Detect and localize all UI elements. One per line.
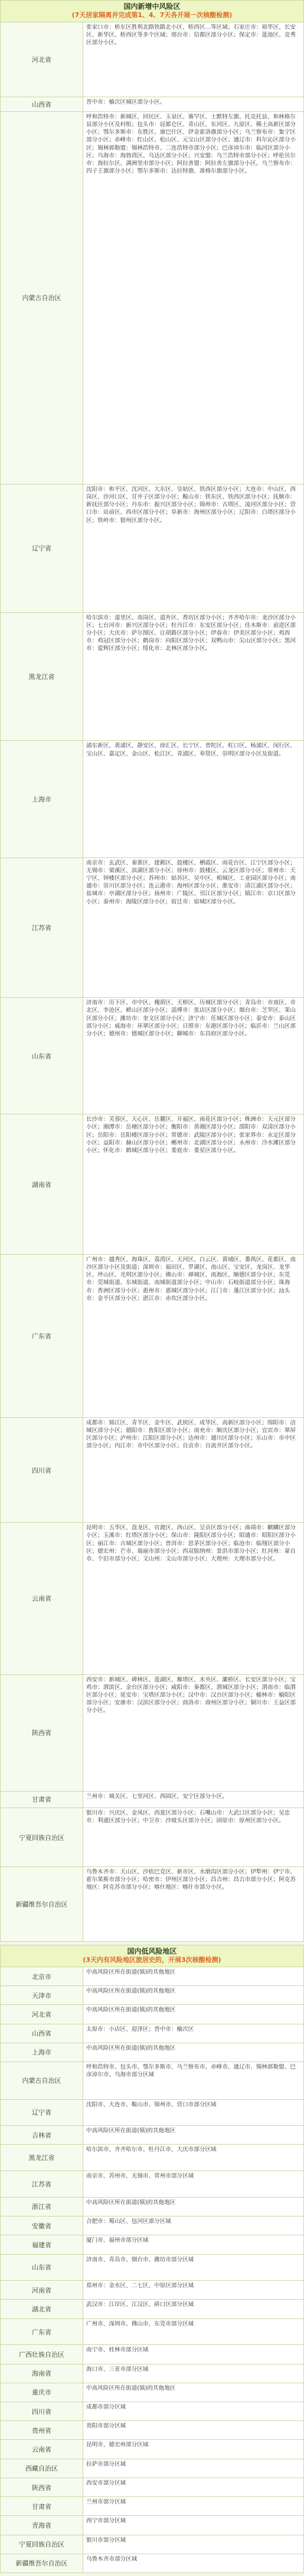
risk-area-list: 海口市、三亚市部分区域 (83, 2364, 303, 2383)
risk-area-list: 呼和浩特市：新城区、回民区、玉泉区、赛罕区、土默特左旗、托克托县、和林格尔县部分小区及村组；包头市：昆都仑区、青山区、东河区、九原区、稀土高新区部分小区；鄂尔多斯市：东胜区、康巴什区、伊金霍洛旗部分小区；乌兰察布市：集宁区部分小区；赤峰市：红山区、松山区、元宝山区部分小区；通辽市：科尔沁区部分小区；锡林郭勒盟：锡林浩特市、二连浩特市部分小区；巴彦淖尔市：临河区部分小区；乌海市：海勃湾区、乌达区部分小区；兴安盟：乌兰浩特市部分小区；呼伦贝尔市：海拉尔区、满洲里市部分小区；阿拉善盟：阿拉善左旗部分小区。乌兰察布市：四子王旗部分小区；鄂尔多斯市：达拉特旗、准格尔旗部分小区。 (83, 112, 303, 484)
risk-area-list: 昆明市、德宏州部分区域 (83, 2440, 303, 2458)
province-name: 青海省 (1, 2516, 83, 2534)
province-name: 陕西省 (1, 1675, 83, 1791)
province-name: 甘肃省 (1, 1792, 83, 1808)
risk-area-list: 南京市：玄武区、秦淮区、建邺区、鼓楼区、栖霞区、雨花台区、江宁区部分小区；无锡市：梁溪区、滨湖区部分小区；徐州市：鼓楼区、云龙区部分小区；常州市：天宁区、钟楼区部分小区；苏州市：姑苏区、吴中区、相城区、工业园区部分小区；南通市：崇川区部分小区；连云港市：海州区部分小区；淮安市：清江浦区部分小区；盐城市：亭湖区部分小区；扬州市：广陵区、邗江区部分小区；镇江市：京口区部分小区；泰州市：海陵区部分小区；宿迁市：宿城区部分小区。 (83, 858, 303, 998)
risk-area-list: 兰州市：城关区、七里河区、西固区、安宁区部分小区。 (83, 1792, 303, 1808)
table-row (0, 2126, 304, 2145)
province-name: 贵州省 (1, 2421, 83, 2439)
risk-area-list: 乌鲁木齐市部分区域 (83, 2554, 303, 2572)
risk-area-list: 济南市、青岛市、烟台市、潍坊市部分区域 (83, 2255, 303, 2281)
risk-area-list: 拉萨市部分区域 (83, 2459, 303, 2478)
risk-area-list: 昆明市：五华区、盘龙区、官渡区、西山区、呈贡区部分小区；曲靖市：麒麟区部分小区；玉溪市：红塔区部分小区；保山市：隆阳区部分小区；昭通市：昭阳区部分小区；丽江市：古城区部分小区；普洱市：思茅区部分小区；临沧市：临翔区部分小区；德宏州：芒市、瑞丽市部分小区；西双版纳州：景洪市部分小区；红河州：蒙自市、个旧市部分小区；文山州：文山市部分小区；大理州：大理市部分小区。 (83, 1523, 303, 1674)
table-row (0, 2319, 304, 2346)
risk-area-list: 郑州市：金水区、二七区、中原区部分区域 (83, 2281, 303, 2299)
province-name: 广东省 (1, 2319, 83, 2345)
province-name: 福建省 (1, 2235, 83, 2254)
table-row (0, 2100, 304, 2126)
risk-area-list: 晋中市：榆次区城区部分小区。 (83, 97, 303, 111)
risk-area-list: 银川市：兴庆区、金凤区、西夏区部分小区；石嘴山市：大武口区部分小区；吴忠市：利通区部分小区；中卫市：沙坡头区部分小区；固原市：原州区部分小区。 (83, 1808, 303, 1866)
low-risk-subtitle: (3天内有风险地区旅居史的，开展3次核酸检测) (83, 1956, 221, 1964)
risk-area-list: 中高风险区所在街道(镇)的其他地区 (83, 1967, 303, 1985)
province-name: 山东省 (1, 998, 83, 1114)
risk-area-list: 西安市：新城区、碑林区、莲湖区、雁塔区、未央区、灞桥区、长安区部分小区；宝鸡市：渭滨区、金台区部分小区；咸阳市：秦都区、渭城区部分小区；渭南市：临渭区部分小区；延安市：宝塔区部分小区；汉中市：汉台区部分小区；榆林市：榆阳区部分小区；安康市：汉滨区部分小区；商洛市：商州区部分小区；铜川市：王益区部分小区。 (83, 1675, 303, 1791)
province-name: 浙江省 (1, 2198, 83, 2216)
table-row (0, 1418, 304, 1523)
risk-area-list: 张家口市：桥东区胜利北路铁路北小区、桥西区…等区域；石家庄市：裕华区、长安区、新华区、桥西区等多个区域；邢台市：信都区部分小区；保定市：莲池区、竞秀区部分小区。 (83, 22, 303, 97)
province-name: 山东省 (1, 2255, 83, 2281)
risk-area-list: 乌鲁木齐市：天山区、沙依巴克区、新市区、水磨沟区部分小区；伊犁州：伊宁市、霍尔果斯市部分小区；哈密市：伊州区部分小区；昌吉州：昌吉市部分小区；阿克苏地区：阿克苏市部分小区；喀什地区：喀什市部分小区。 (83, 1867, 303, 1941)
table-row (0, 741, 304, 857)
table-row (0, 2383, 304, 2402)
risk-area-list: 沈阳市：和平区、沈河区、大东区、皇姑区、铁西区部分小区；大连市：中山区、西岗区、沙河口区、甘井子区部分小区；鞍山市：铁东区、铁西区部分小区；抚顺市：新抚区部分小区；丹东市：振兴区部分小区；锦州市：古塔区、凌河区部分小区；营口市：站前区、西市区部分小区；阜新市：海州区部分小区；辽阳市：白塔区部分小区；铁岭市：银州区部分小区。 (83, 484, 303, 612)
table-row (0, 1967, 304, 1986)
risk-area-list: 中高风险区所在街道(镇)的其他地区 (83, 2005, 303, 2023)
province-name: 辽宁省 (1, 2100, 83, 2126)
table-row (0, 2198, 304, 2217)
province-name: 海南省 (1, 2364, 83, 2383)
table-row (0, 1114, 304, 1255)
table-row (0, 2402, 304, 2421)
province-name: 江苏省 (1, 858, 83, 998)
province-name: 宁夏回族自治区 (1, 1808, 83, 1866)
province-name: 内蒙古自治区 (1, 112, 83, 484)
province-name: 新疆维吾尔自治区 (1, 1867, 83, 1941)
medium-risk-header (0, 0, 304, 22)
province-name: 黑龙江省 (1, 2145, 83, 2171)
table-row (0, 2497, 304, 2516)
risk-area-list: 呼和浩特市、包头市、鄂尔多斯市、乌兰察布市、赤峰市、通辽市、锡林郭勒盟、巴彦淖尔市、乌海市部分区域 (83, 2062, 303, 2099)
province-name: 上海市 (1, 741, 83, 857)
table-row (0, 2145, 304, 2171)
table-row (0, 112, 304, 484)
table-row (0, 2024, 304, 2043)
province-name: 湖北省 (1, 2300, 83, 2318)
table-row (0, 998, 304, 1114)
table-row (0, 2300, 304, 2318)
province-name: 吉林省 (1, 2126, 83, 2144)
risk-area-list: 中高风险区所在街道(镇)的其他地区 (83, 2126, 303, 2144)
table-row (0, 2535, 304, 2554)
table-row (0, 2217, 304, 2235)
table-row (0, 1792, 304, 1809)
medium-risk-title: 国内新增中风险区 (123, 2, 181, 11)
table-row (0, 2478, 304, 2497)
province-name: 安徽省 (1, 2217, 83, 2235)
table-row (0, 1986, 304, 2005)
low-risk-header (0, 1945, 304, 1967)
table-row (0, 2043, 304, 2062)
table-row (0, 2554, 304, 2573)
province-name: 宁夏回族自治区 (1, 2535, 83, 2554)
province-name: 上海市 (1, 2043, 83, 2062)
table-row (0, 1523, 304, 1674)
province-name: 重庆市 (1, 2383, 83, 2402)
table-row (0, 858, 304, 998)
province-name: 西藏自治区 (1, 2459, 83, 2478)
table-row (0, 1867, 304, 1942)
medium-risk-table (0, 22, 304, 1942)
province-name: 江苏省 (1, 2171, 83, 2197)
province-name: 内蒙古自治区 (1, 2062, 83, 2099)
province-name: 四川省 (1, 1418, 83, 1522)
table-row (0, 2062, 304, 2099)
risk-area-list: 武汉市：江岸区、江汉区、硚口区部分区域 (83, 2300, 303, 2318)
risk-area-list: 浦东新区、黄浦区、静安区、徐汇区、长宁区、普陀区、虹口区、杨浦区、闵行区、宝山区、嘉定区、金山区、松江区、青浦区、奉贤区、崇明区部分小区及街道。 (83, 741, 303, 857)
province-name: 湖南省 (1, 1114, 83, 1254)
risk-area-list: 成都市：锦江区、青羊区、金牛区、武侯区、成华区、高新区部分小区；绵阳市：涪城区部分小区；德阳市：旌阳区部分小区；南充市：顺庆区部分小区；宜宾市：翠屏区部分小区；泸州市：江阳区部分小区；达州市：通川区部分小区；乐山市：市中区部分小区；内江市：市中区部分小区；自贡市：自流井区部分小区。 (83, 1418, 303, 1522)
risk-area-list: 兰州市部分区域 (83, 2497, 303, 2515)
table-row (0, 1675, 304, 1792)
table-row (0, 484, 304, 613)
risk-area-list: 广州市：越秀区、海珠区、荔湾区、天河区、白云区、黄埔区、番禺区、花都区、南沙区部分小区及街道；深圳市：福田区、罗湖区、南山区、宝安区、龙岗区、龙华区、坪山区、光明区部分小区；佛山市：禅城区、南海区、顺德区部分小区；东莞市：莞城街道、东城街道、南城街道部分小区；中山市：石岐街道部分小区；珠海市：香洲区部分小区；惠州市：惠城区部分小区；江门市：蓬江区部分小区；汕头市：金平区部分小区；湛江市：赤坎区部分小区。 (83, 1255, 303, 1417)
risk-area-list: 南京市、苏州市、无锡市、常州市部分区域 (83, 2171, 303, 2197)
province-name: 河北省 (1, 2005, 83, 2023)
risk-area-list: 中高风险区所在街道(镇)的其他地区 (83, 2198, 303, 2216)
table-row (0, 2421, 304, 2440)
table-row (0, 1808, 304, 1867)
risk-area-list: 合肥市：蜀山区、包河区部分区域 (83, 2217, 303, 2235)
table-row (0, 97, 304, 112)
province-name: 北京市 (1, 1967, 83, 1985)
province-name: 四川省 (1, 2402, 83, 2420)
risk-area-list: 济南市：历下区、市中区、槐荫区、天桥区、历城区部分小区；青岛市：市南区、市北区、李沧区、崂山区部分小区；淄博市：张店区部分小区；烟台市：芝罘区、莱山区部分小区；潍坊市：奎文区部分小区；济宁市：任城区部分小区；泰安市：泰山区部分小区；威海市：环翠区部分小区；日照市：东港区部分小区；临沂市：兰山区部分小区；德州市：德城区部分小区；聊城市：东昌府区部分小区。 (83, 998, 303, 1114)
low-risk-section (0, 1945, 304, 2573)
province-name: 云南省 (1, 1523, 83, 1674)
table-row (0, 2005, 304, 2024)
risk-area-list: 成都市部分区域 (83, 2402, 303, 2420)
province-name: 云南省 (1, 2440, 83, 2458)
risk-area-list: 中高风险区所在街道(镇)的其他地区 (83, 2383, 303, 2402)
low-risk-table (0, 1967, 304, 2573)
table-row (0, 2281, 304, 2300)
province-name: 河北省 (1, 22, 83, 97)
risk-area-list: 南宁市、桂林市部分区域 (83, 2345, 303, 2363)
table-row (0, 2440, 304, 2459)
risk-area-list: 长沙市：芙蓉区、天心区、岳麓区、开福区、雨花区部分小区；株洲市：天元区部分小区；湘潭市：岳塘区部分小区；衡阳市：蒸湘区部分小区；邵阳市：双清区部分小区；岳阳市：岳阳楼区部分小区；常德市：武陵区部分小区；张家界市：永定区部分小区；益阳市：赫山区部分小区；郴州市：北湖区部分小区；永州市：冷水滩区部分小区；怀化市：鹤城区部分小区；娄底市：娄星区部分小区。 (83, 1114, 303, 1254)
province-name: 河南省 (1, 2281, 83, 2299)
province-name: 甘肃省 (1, 2497, 83, 2515)
risk-area-list: 西宁市部分区域 (83, 2516, 303, 2534)
risk-area-list: 厦门市、福州市部分区域 (83, 2235, 303, 2254)
risk-area-list: 哈尔滨市、齐齐哈尔市、牡丹江市、大庆市部分区域 (83, 2145, 303, 2171)
table-row (0, 2516, 304, 2535)
risk-area-list: 太原市：小店区、迎泽区；晋中市：榆次区 (83, 2024, 303, 2043)
province-name: 辽宁省 (1, 484, 83, 612)
risk-area-list: 中高风险区所在街道(镇)的其他地区 (83, 1986, 303, 2004)
risk-area-list: 贵阳市部分区域 (83, 2421, 303, 2439)
table-row (0, 2171, 304, 2198)
medium-risk-subtitle: (7天居家隔离并完成第1、4、7天各开展一次核酸检测) (71, 11, 233, 19)
province-name: 广东省 (1, 1255, 83, 1417)
table-row (0, 613, 304, 741)
province-name: 山西省 (1, 2024, 83, 2043)
table-row (0, 2459, 304, 2478)
province-name: 黑龙江省 (1, 613, 83, 741)
province-name: 天津市 (1, 1986, 83, 2004)
table-row (0, 22, 304, 97)
province-name: 陕西省 (1, 2478, 83, 2496)
table-row (0, 2345, 304, 2364)
risk-area-list: 哈尔滨市：道里区、南岗区、道外区、香坊区部分小区；齐齐哈尔市：龙沙区部分小区；七台河市：新兴区部分小区；牡丹江市：东安区部分小区；佳木斯市：前进区部分小区；大庆市：萨尔图区、让胡路区部分小区；伊春市：伊美区部分小区；鸡西市：鸡冠区部分小区；鹤岗市：向阳区部分小区；双鸭山市：尖山区部分小区；黑河市：爱辉区部分小区；绥化市：北林区部分小区。 (83, 613, 303, 741)
risk-area-list: 西安市部分区域 (83, 2478, 303, 2496)
province-name: 新疆维吾尔自治区 (1, 2554, 83, 2572)
table-row (0, 2255, 304, 2281)
risk-area-list: 中高风险区所在街道(镇)的其他地区 (83, 2043, 303, 2062)
risk-area-list: 沈阳市、大连市、鞍山市、锦州市、营口市部分区域 (83, 2100, 303, 2126)
table-row (0, 2235, 304, 2254)
low-risk-title: 国内低风险地区 (127, 1947, 177, 1955)
province-name: 山西省 (1, 97, 83, 111)
table-row (0, 1255, 304, 1418)
risk-area-list: 银川市部分区域 (83, 2535, 303, 2554)
table-row (0, 2364, 304, 2383)
province-name: 广西壮族自治区 (1, 2345, 83, 2363)
risk-area-list: 广州市、深圳市、佛山市、东莞市部分区域 (83, 2319, 303, 2345)
